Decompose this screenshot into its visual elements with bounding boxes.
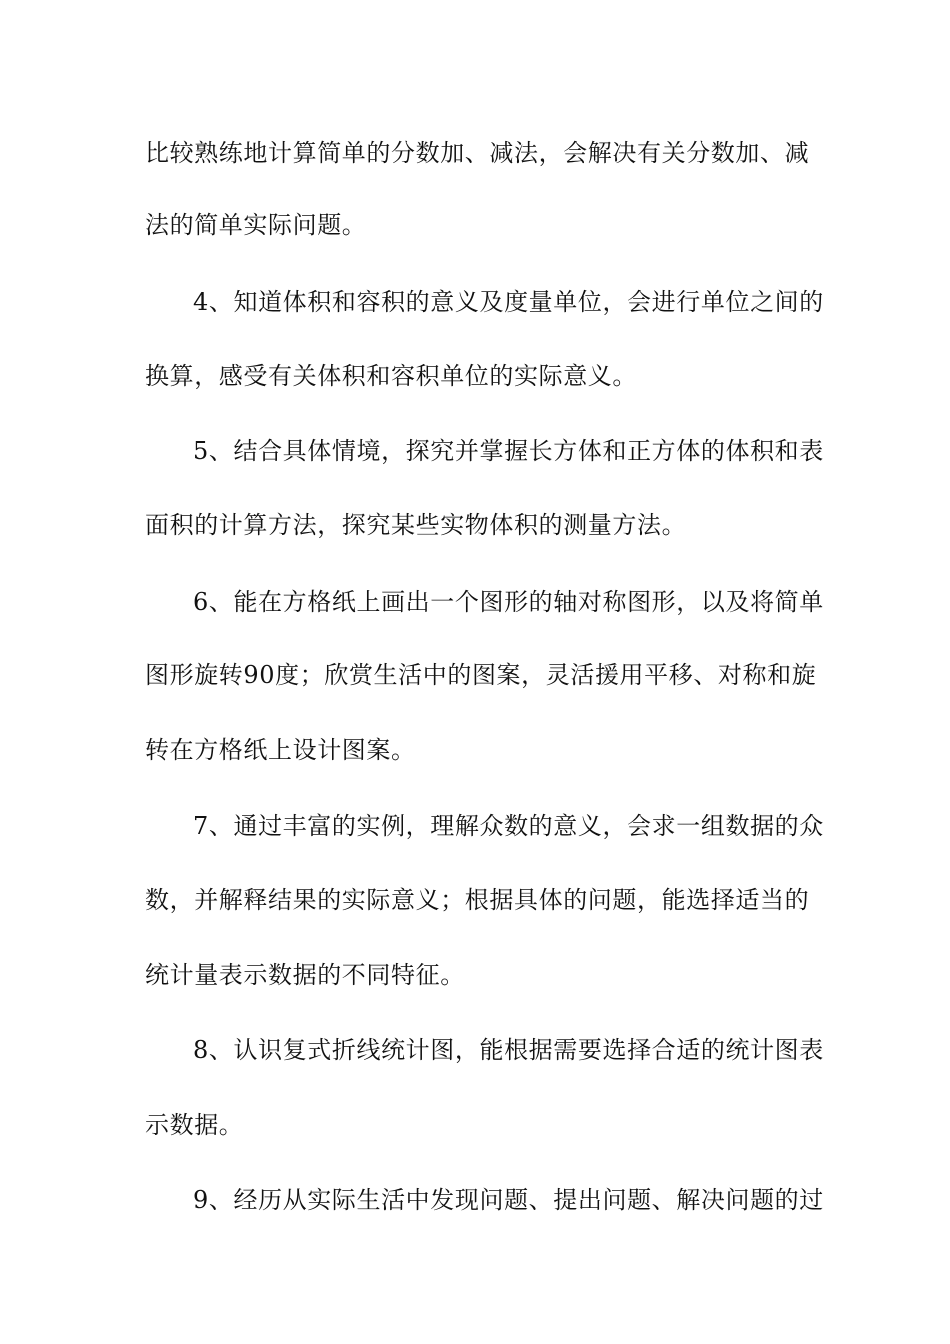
text-line: 换算，感受有关体积和容积单位的实际意义。 — [145, 362, 637, 390]
text-line: 法的简单实际问题。 — [145, 211, 367, 239]
text-line: 面积的计算方法，探究某些实物体积的测量方法。 — [145, 511, 687, 539]
text-line-item-5: 5、结合具体情境，探究并掌握长方体和正方体的体积和表 — [193, 437, 824, 465]
text-line-item-4: 4、知道体积和容积的意义及度量单位，会进行单位之间的 — [193, 288, 824, 316]
text-line: 统计量表示数据的不同特征。 — [145, 961, 465, 989]
text-line: 图形旋转90度；欣赏生活中的图案，灵活援用平移、对称和旋 — [145, 661, 817, 689]
text-line-item-9: 9、经历从实际生活中发现问题、提出问题、解决问题的过 — [193, 1186, 824, 1214]
text-line: 数，并解释结果的实际意义；根据具体的问题，能选择适当的 — [145, 886, 810, 914]
text-line: 比较熟练地计算简单的分数加、减法，会解决有关分数加、减 — [145, 139, 810, 167]
text-line: 转在方格纸上设计图案。 — [145, 736, 416, 764]
text-line-item-6: 6、能在方格纸上画出一个图形的轴对称图形，以及将简单 — [193, 588, 824, 616]
text-line-item-8: 8、认识复式折线统计图，能根据需要选择合适的统计图表 — [193, 1036, 824, 1064]
text-line: 示数据。 — [145, 1111, 244, 1139]
text-line-item-7: 7、通过丰富的实例，理解众数的意义，会求一组数据的众 — [193, 812, 824, 840]
